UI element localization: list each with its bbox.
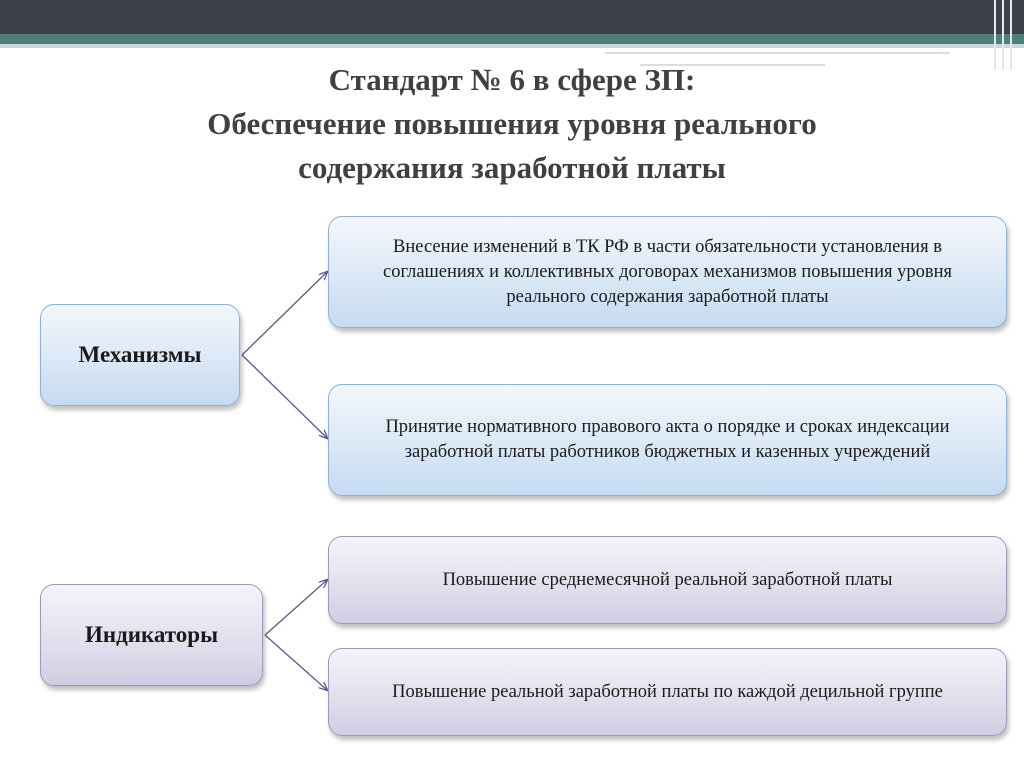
arrow-indicators-to-item-2 bbox=[265, 635, 327, 690]
arrow-mechanisms-to-item-1 bbox=[242, 272, 327, 355]
mechanisms-box bbox=[40, 304, 240, 406]
indicator-item-text: Повышение среднемесячной реальной заработной платы bbox=[442, 569, 893, 590]
mechanism-item-box bbox=[328, 216, 1007, 328]
title-line-3: содержания заработной платы bbox=[298, 150, 726, 185]
indicator-item-box bbox=[328, 648, 1007, 736]
mechanisms-label: Механизмы bbox=[78, 342, 202, 367]
arrow-mechanisms-to-item-2 bbox=[242, 355, 327, 438]
indicators-box bbox=[40, 584, 263, 686]
indicator-item-box bbox=[328, 536, 1007, 624]
mechanism-item-text: Внесение изменений в ТК РФ в части обязательности установления в соглашениях и коллективных договорах механизмов повышения уровня реального содержания заработной платы bbox=[382, 236, 952, 307]
arrow-indicators-to-item-1 bbox=[265, 580, 327, 635]
title-line-1: Стандарт № 6 в сфере ЗП: bbox=[328, 62, 696, 97]
mechanism-item-box bbox=[328, 384, 1007, 496]
mechanism-item-text: Принятие нормативного правового акта о порядке и сроках индексации заработной платы работников бюджетных и казенных учреждений bbox=[385, 417, 950, 462]
indicator-item-text: Повышение реальной заработной платы по каждой децильной группе bbox=[392, 681, 943, 702]
indicators-label: Индикаторы bbox=[84, 622, 219, 647]
title-line-2: Обеспечение повышения уровня реального bbox=[207, 106, 817, 141]
